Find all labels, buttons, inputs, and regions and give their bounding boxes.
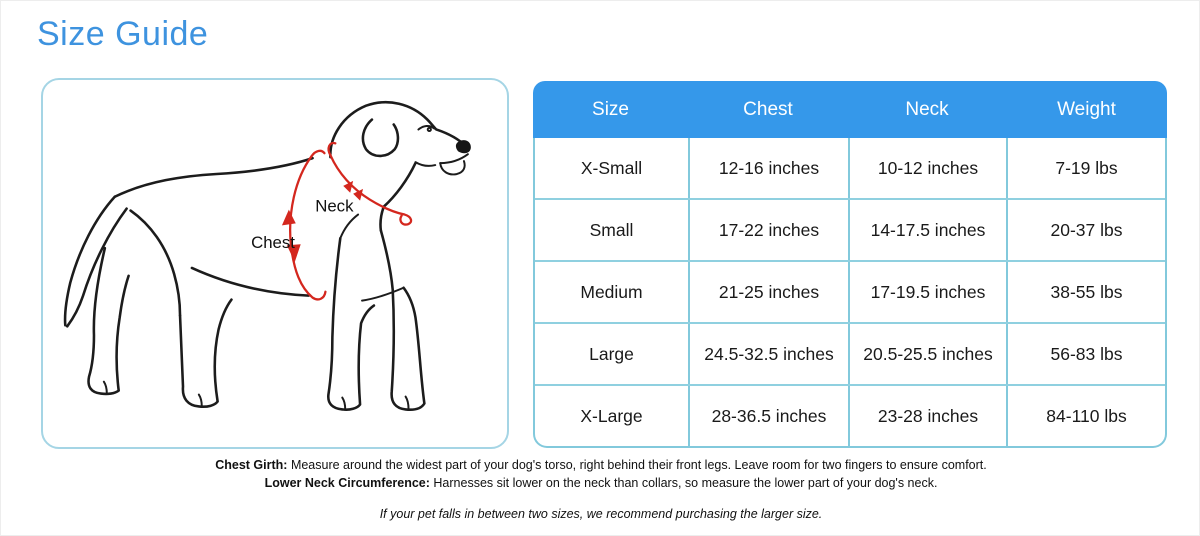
table-row [535,322,1165,384]
chest-measure-label: Chest [251,233,295,253]
column-header-size: Size [592,98,629,120]
cell-chest: 17-22 inches [688,200,848,260]
cell-size: Medium [580,281,643,302]
cell-weight: 84-110 lbs [1006,386,1165,446]
cell-size: Small [589,219,634,240]
dog-belly [192,268,309,296]
chest-girth-loop [290,156,325,299]
dog-rear-paw-far-toe [104,382,107,394]
between-sizes-note: If your pet falls in between two sizes, we recommend purchasing the larger size. [379,507,823,521]
dog-front-paw-near-toe [406,397,409,410]
dog-elbow-line [362,288,404,301]
cell-chest: 21-25 inches [688,262,848,322]
dog-rear-paw-near-toe [199,395,202,407]
cell-neck: 14-17.5 inches [848,200,1006,260]
dog-measurement-illustration [43,80,507,447]
table-row [535,384,1165,446]
cell-neck: 20.5-25.5 inches [848,324,1006,384]
size-chart-table [533,81,1167,448]
cell-size: Large [589,343,634,364]
neck-measure-label: Neck [315,196,354,216]
cell-chest: 28-36.5 inches [688,386,848,446]
dog-tail [65,197,115,326]
cell-neck: 10-12 inches [848,138,1006,198]
neck-circumference-note-text: Harnesses sit lower on the neck than collars, so measure the lower part of your dog's neck. [429,476,938,490]
cell-weight: 56-83 lbs [1006,324,1165,384]
chest-girth-note-text: Measure around the widest part of your dog's torso, right behind their front legs. Leave room for two fingers to ensure comfort. [287,458,987,472]
cell-size: X-Small [580,157,643,178]
chest-girth-note-label: Chest Girth: [215,458,288,472]
column-header-neck: Neck [905,98,949,120]
table-row [535,260,1165,322]
cell-size: X-Large [580,405,643,426]
page-title: Size Guide [37,15,209,53]
chest-girth-note [1,456,1200,474]
dog-eye-pupil [428,128,431,131]
cell-chest: 24.5-32.5 inches [688,324,848,384]
dog-shoulder-line [340,215,358,239]
cell-chest: 12-16 inches [688,138,848,198]
table-header-row [533,81,1167,138]
table-row [535,138,1165,198]
measurement-notes [1,456,1200,523]
dog-measurement-diagram-panel [41,78,509,449]
dog-jaw [415,162,435,166]
dog-head-outline [330,102,466,157]
dog-back [115,158,313,197]
dog-rear-leg-far [89,248,129,394]
column-header-weight: Weight [1057,98,1116,120]
dog-front-leg-near [381,230,425,409]
chest-arrow-up-icon [282,210,296,226]
table-body [533,138,1167,448]
neck-circumference-note-label: Lower Neck Circumference: [264,476,430,490]
dog-front-paw-far-toe [342,398,345,410]
cell-weight: 38-55 lbs [1006,262,1165,322]
dog-ear [363,120,398,156]
cell-weight: 20-37 lbs [1006,200,1165,260]
dog-eye [418,126,434,130]
dog-rear-leg-near [180,300,231,407]
cell-neck: 17-19.5 inches [848,262,1006,322]
dog-nose [456,140,471,153]
neck-circumference-note [1,474,1200,492]
dog-front-leg-far [328,238,374,409]
cell-weight: 7-19 lbs [1006,138,1165,198]
table-row [535,198,1165,260]
dog-haunch [131,211,180,316]
chest-girth-loop-hook [312,151,325,156]
column-header-chest: Chest [743,98,793,120]
cell-neck: 23-28 inches [848,386,1006,446]
